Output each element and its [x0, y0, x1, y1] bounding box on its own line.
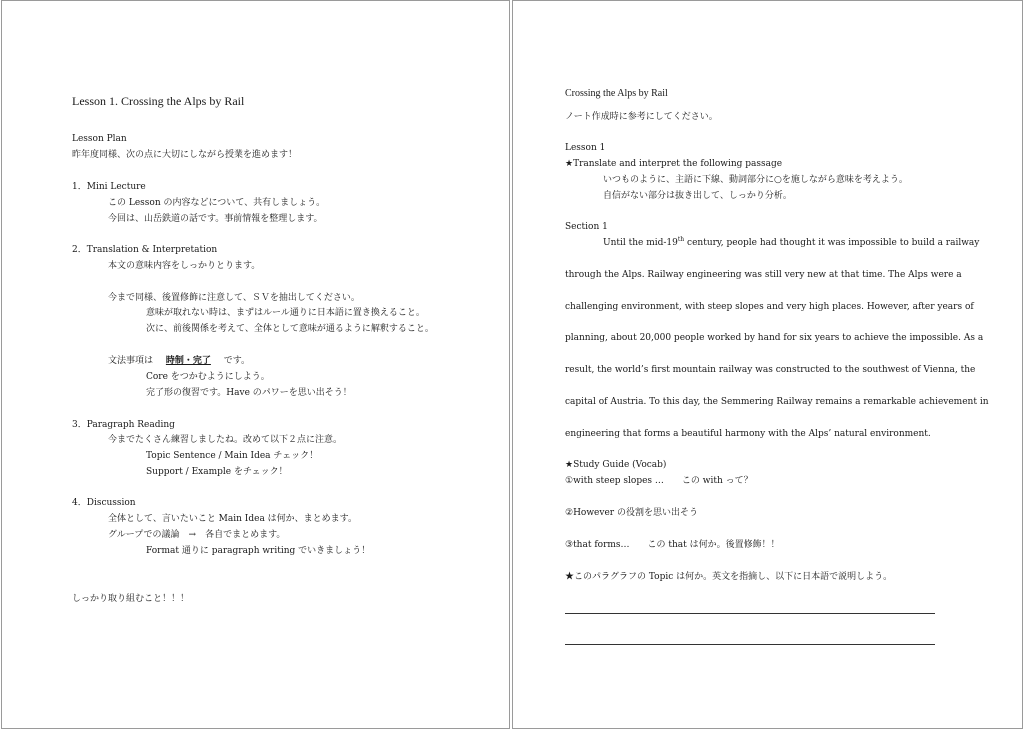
section-3-line-2: Topic Sentence / Main Idea チェック！	[146, 451, 319, 461]
plan-intro: 昨年度同様、次の点に大切にしながら授業を進めます！	[72, 150, 298, 160]
section-2-line-4: 次に、前後関係を考えて、全体として意味が通るように解釈すること。	[146, 324, 434, 334]
study-guide-heading: ★Study Guide (Vocab)	[565, 460, 667, 470]
section-1-heading: 1．Mini Lecture	[72, 182, 146, 192]
grammar-suffix: です。	[223, 356, 251, 366]
section-4-line-3: Format 通りに paragraph writing でいきましょう！	[146, 546, 371, 556]
passage-line-1	[603, 237, 979, 249]
note-instruction: ノート作成時に参考にしてください。	[565, 112, 718, 122]
study-guide-item-2: ②However の役割を思い出そう	[565, 508, 698, 518]
section-label: Section 1	[565, 222, 608, 232]
section-4-heading: 4．Discussion	[72, 498, 136, 508]
task-heading: ★Translate and interpret the following passage	[565, 159, 783, 169]
passage-line-7: engineering that forms a beautiful harmony with the Alps’ natural environment.	[565, 429, 931, 439]
lesson-label: Lesson 1	[565, 143, 606, 153]
passage-line-5: result, the world’s first mountain railway was constructed to the southwest of Vienna, the	[565, 365, 976, 375]
passage-line-4: planning, about 20,000 people worked by hand for six years to achieve the impossible. As a	[565, 333, 984, 343]
lesson-title: Lesson 1. Crossing the Alps by Rail	[72, 94, 245, 108]
study-guide-item-1: ①with steep slopes … この with って？	[565, 476, 753, 486]
section-3-heading: 3．Paragraph Reading	[72, 420, 175, 430]
section-2-heading: 2．Translation & Interpretation	[72, 245, 218, 255]
passage-line-6: capital of Austria. To this day, the Semmering Railway remains a remarkable achievement in	[565, 397, 989, 407]
section-4-line-2: グループでの議論 → 各自でまとめます。	[108, 530, 286, 540]
study-guide-item-3: ③that forms… この that は何か。後置修飾！！	[565, 540, 780, 550]
worksheet-title: Crossing the Alps by Rail	[565, 88, 668, 99]
section-3-line-1: 今までたくさん練習しましたね。改めて以下２点に注意。	[108, 435, 343, 445]
section-2-line-2: 今まで同様、後置修飾に注意して、ＳＶを抽出してください。	[108, 293, 360, 303]
grammar-term: 時制・完了	[165, 356, 211, 366]
passage-line-2: through the Alps. Railway engineering was still very new at that time. The Alps were a	[565, 270, 962, 280]
section-2-line-6: Core をつかむようにしよう。	[146, 372, 270, 382]
plan-heading: Lesson Plan	[72, 134, 127, 144]
section-1-line-2: 今回は、山岳鉄道の話です。事前情報を整理します。	[108, 214, 323, 224]
section-3-line-3: Support / Example をチェック！	[146, 467, 288, 477]
passage-line-3: challenging environment, with steep slopes and very high places. However, after years of	[565, 302, 974, 312]
grammar-line	[108, 355, 250, 367]
passage-sup: th	[677, 236, 685, 243]
passage-line-1a: Until the mid-19	[603, 238, 678, 248]
task-line-2: 自信がない部分は抜き出して、しっかり分析。	[603, 191, 792, 201]
section-1-line-1: この Lesson の内容などについて、共有しましょう。	[108, 198, 326, 208]
task-line-1: いつものように、主語に下線、動詞部分に○を施しながら意味を考えよう。	[603, 175, 908, 185]
answer-line-2[interactable]	[565, 644, 935, 645]
grammar-prefix: 文法事項は	[108, 356, 154, 366]
section-2-line-1: 本文の意味内容をしっかりとります。	[108, 261, 261, 271]
left-page	[1, 0, 510, 729]
closing-note: しっかり取り組むこと！！！	[72, 594, 190, 604]
section-4-line-1: 全体として、言いたいこと Main Idea は何か、まとめます。	[108, 514, 357, 524]
topic-task: ★このパラグラフの Topic は何か。英文を指摘し、以下に日本語で説明しよう。	[565, 572, 893, 582]
answer-line-1[interactable]	[565, 613, 935, 614]
passage-line-1b: century, people had thought it was impossible to build a railway	[684, 238, 980, 248]
section-2-line-3: 意味が取れない時は、まずはルール通りに日本語に置き換えること。	[146, 308, 425, 318]
section-2-line-7: 完了形の復習です。Have のパワーを思い出そう！	[146, 388, 352, 398]
right-page	[512, 0, 1023, 729]
